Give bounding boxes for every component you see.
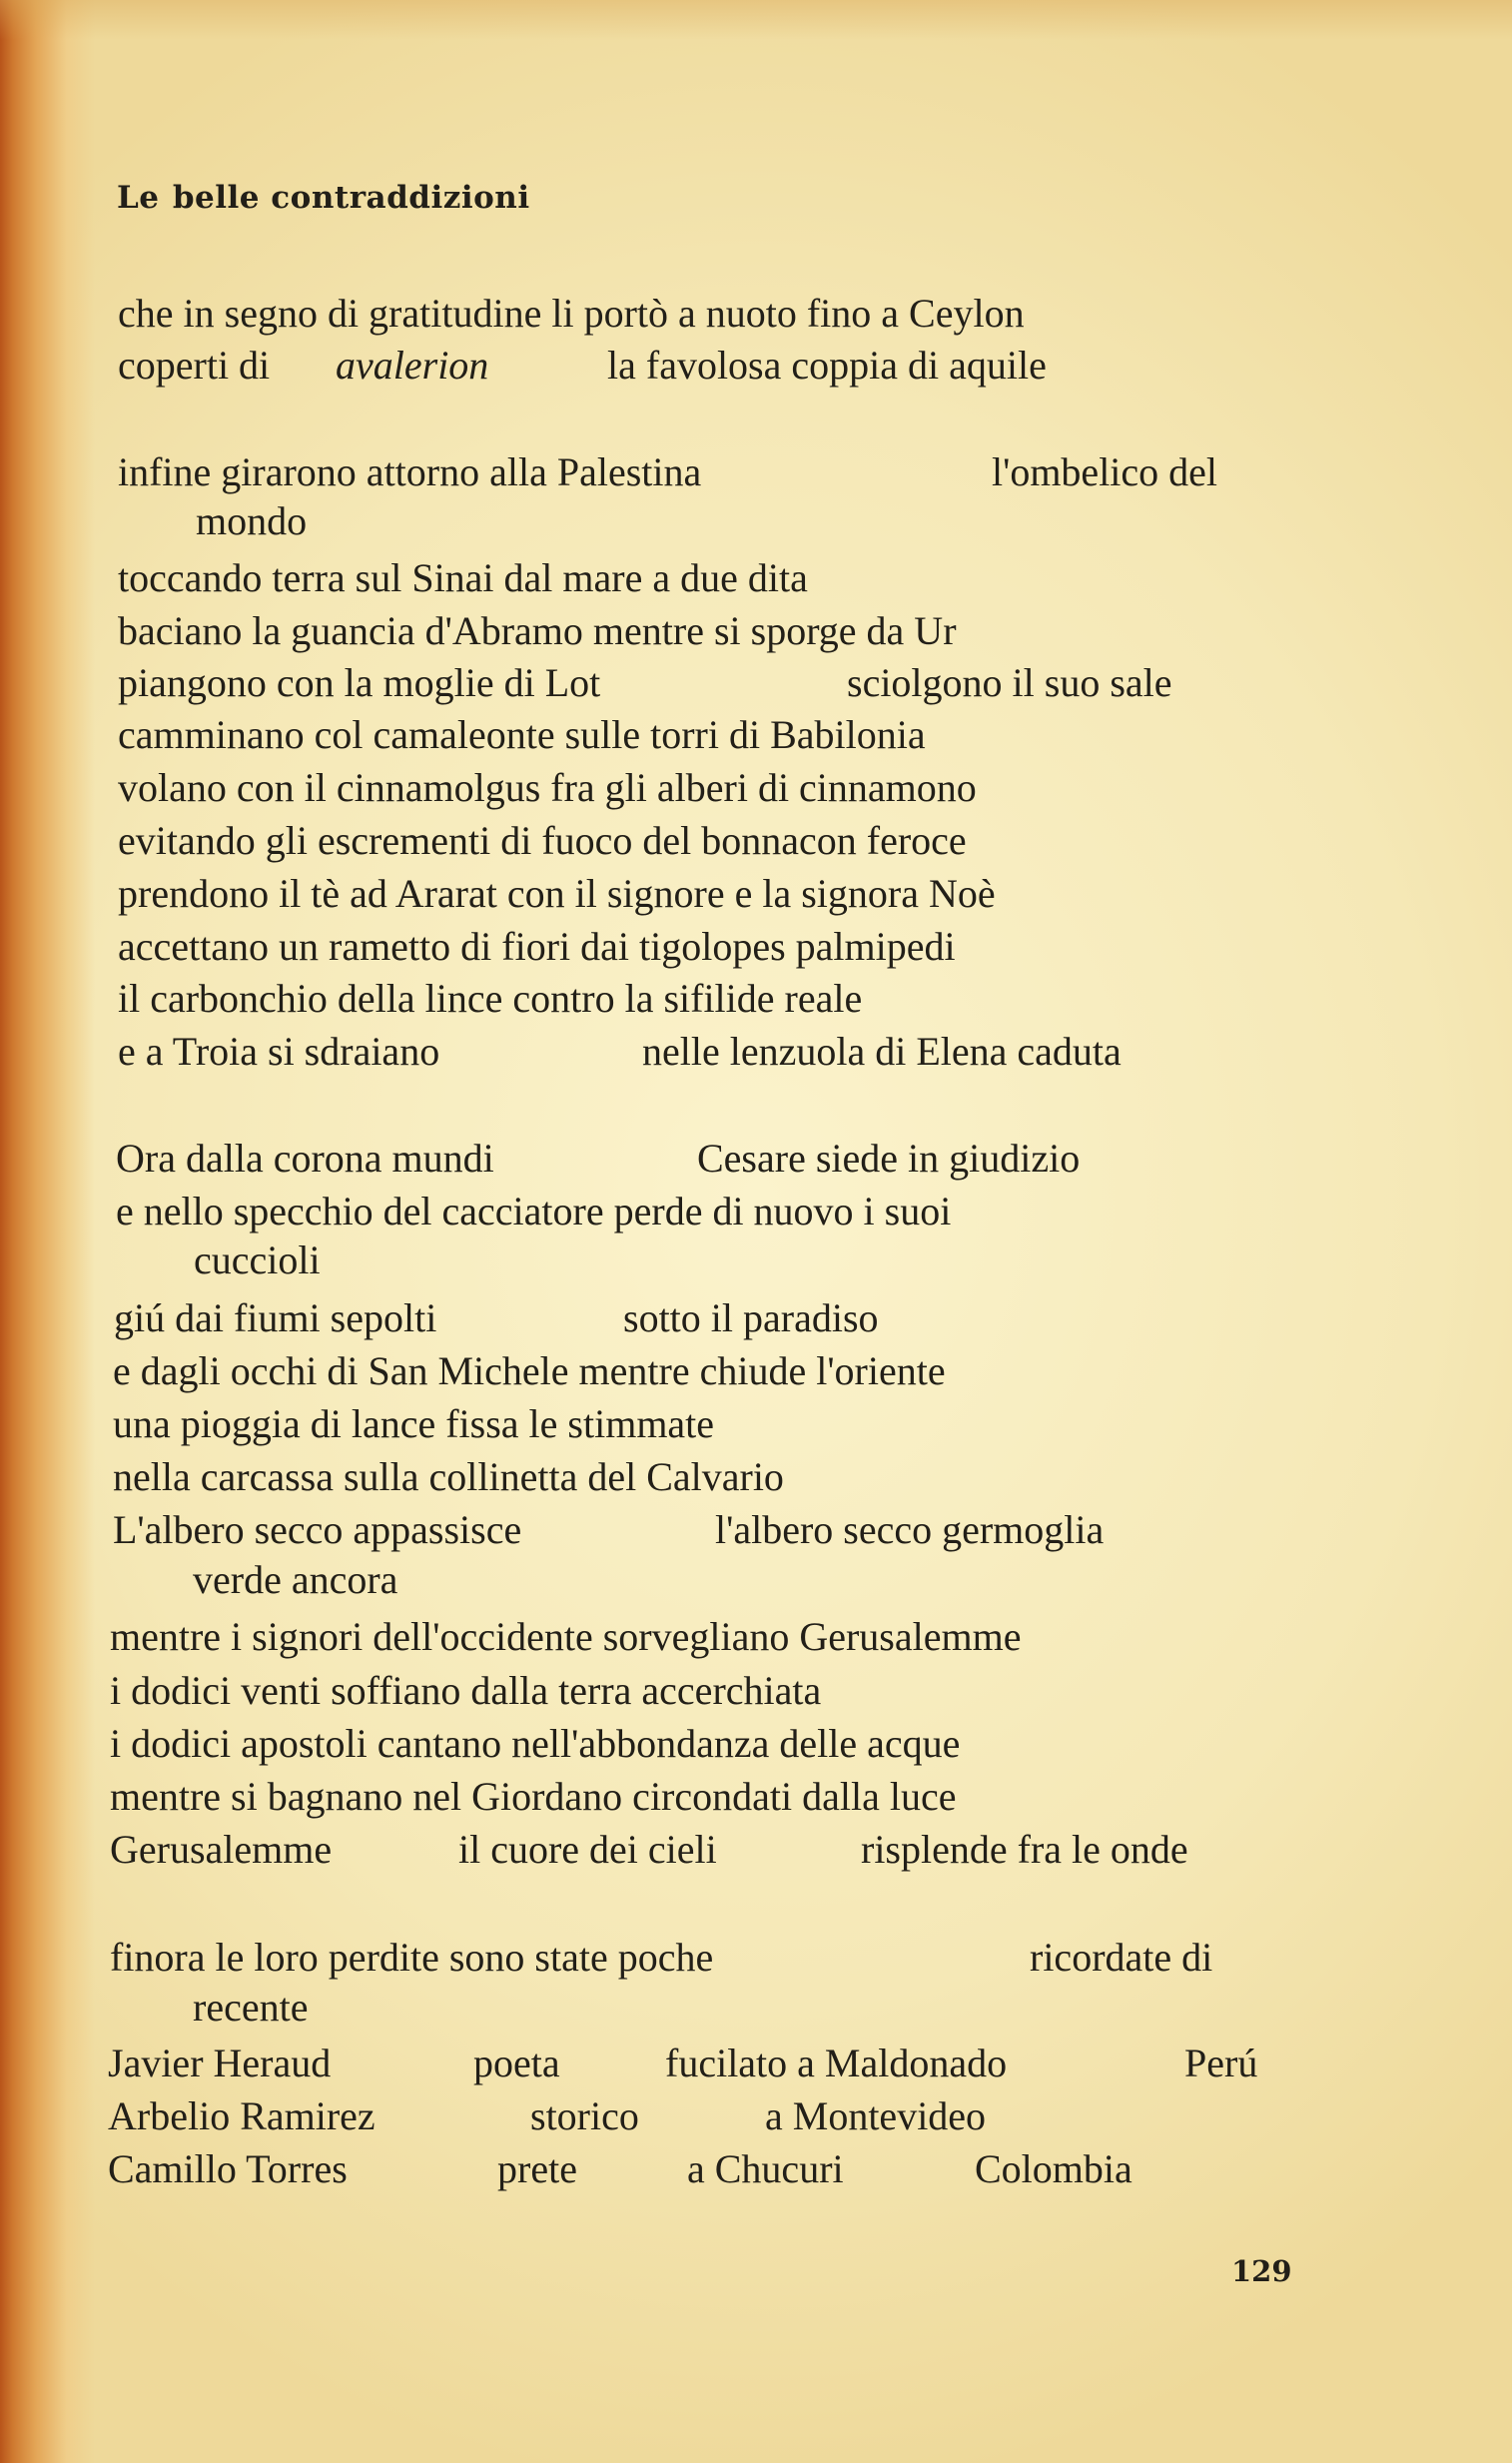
poem-text-segment [336, 342, 488, 389]
poem-text-segment: la favolosa coppia di aquile [607, 343, 1047, 388]
poem-text-segment: il cuore dei cieli [458, 1827, 717, 1872]
poem-text-segment: nella carcassa sulla collinetta del Calvario [113, 1454, 784, 1499]
poem-line [0, 2145, 1512, 2191]
italic-word: avalerion [336, 343, 489, 388]
poem-line [0, 1826, 1512, 1872]
poem-text-segment: e nello specchio del cacciatore perde di nuovo i suoi [116, 1189, 952, 1233]
poem-text-segment: mentre si bagnano nel Giordano circondati dalla luce [110, 1774, 957, 1819]
poem-text-segment: sciolgono il suo sale [847, 660, 1172, 705]
poem-text-segment: e a Troia si sdraiano [118, 1029, 440, 1074]
poem-text-segment: verde ancora [193, 1557, 398, 1602]
poem-line [0, 1028, 1512, 1074]
poem-line [0, 1506, 1512, 1552]
poem-text-segment: camminano col camaleonte sulle torri di Babilonia [118, 712, 926, 757]
poem-line [0, 2040, 1512, 2085]
poem-text-segment: poeta [473, 2041, 560, 2085]
poem-line [0, 870, 1512, 916]
poem-text-segment: fucilato a Maldonado [665, 2041, 1008, 2085]
poem-line [0, 607, 1512, 653]
poem-line [0, 1347, 1512, 1393]
poem-line [0, 1613, 1512, 1659]
poem-text-segment: ricordate di [1030, 1935, 1213, 1980]
poem-text-segment: toccando terra sul Sinai dal mare a due dita [118, 555, 808, 600]
running-header-first-word: Le [117, 180, 160, 216]
poem-line [0, 448, 1512, 494]
poem-text-segment: Perú [1184, 2041, 1258, 2085]
poem-line [0, 817, 1512, 863]
poem-line [0, 1188, 1512, 1233]
poem-text-segment: cuccioli [194, 1237, 321, 1282]
poem-text-segment: risplende fra le onde [861, 1827, 1188, 1872]
poem-line [0, 1294, 1512, 1340]
poem-text-segment: Cesare siede in giudizio [697, 1136, 1081, 1181]
poem-text-segment: Ora dalla corona mundi [116, 1136, 494, 1181]
poem-text-segment: l'ombelico del [992, 449, 1218, 494]
poem-text-segment: l'albero secco germoglia [715, 1507, 1105, 1552]
poem-text-segment: Gerusalemme [110, 1827, 333, 1872]
poem-line [0, 659, 1512, 705]
poem-line [0, 711, 1512, 757]
poem-text-segment: mentre i signori dell'occidente sorvegliano Gerusalemme [110, 1614, 1022, 1659]
poem-line-continuation [0, 1556, 1512, 1602]
poem-text-segment: giú dai fiumi sepolti [114, 1295, 437, 1340]
poem-text-segment: piangono con la moglie di Lot [118, 660, 601, 705]
poem-line [0, 975, 1512, 1021]
poem-text-segment: che in segno di gratitudine li portò a nuoto fino a Ceylon [118, 291, 1025, 336]
poem-line [0, 1135, 1512, 1181]
poem-text-segment: recente [193, 1985, 309, 2030]
poem-text-segment: evitando gli escrementi di fuoco del bonnacon feroce [118, 818, 967, 863]
poem-text-segment: Camillo Torres [108, 2146, 348, 2191]
poem-line [0, 1720, 1512, 1766]
poem-line [0, 342, 1512, 388]
poem-text-segment: sotto il paradiso [623, 1295, 879, 1340]
poem-line [0, 1400, 1512, 1446]
running-header-rest: belle contraddizioni [172, 180, 530, 216]
poem-text-segment: Arbelio Ramirez [108, 2093, 376, 2138]
poem-text-segment: nelle lenzuola di Elena caduta [642, 1029, 1122, 1074]
poem-line [0, 290, 1512, 336]
poem-text-segment: mondo [196, 498, 308, 543]
poem-text-segment: L'albero secco appassisce [113, 1507, 522, 1552]
poem-text-segment: volano con il cinnamolgus fra gli alberi di cinnamono [118, 765, 977, 810]
poem-line-continuation [0, 497, 1512, 543]
poem-text-segment: Colombia [975, 2146, 1133, 2191]
poem-text-segment: baciano la guancia d'Abramo mentre si sporge da Ur [118, 608, 957, 653]
poem-text-segment: i dodici venti soffiano dalla terra accerchiata [110, 1668, 822, 1713]
poem-line [0, 923, 1512, 969]
poem-line [0, 1934, 1512, 1980]
poem-text-segment: storico [530, 2093, 639, 2138]
page-top-edge [0, 0, 1512, 40]
poem-text-segment: e dagli occhi di San Michele mentre chiude l'oriente [113, 1348, 946, 1393]
poem-text-segment: i dodici apostoli cantano nell'abbondanza delle acque [110, 1721, 961, 1766]
poem-text-segment: infine girarono attorno alla Palestina [118, 449, 702, 494]
poem-line [0, 554, 1512, 600]
poem-line [0, 1773, 1512, 1819]
page-number: 129 [1231, 2254, 1292, 2288]
poem-text-segment: a Chucuri [687, 2146, 844, 2191]
poem-text-segment: finora le loro perdite sono state poche [110, 1935, 714, 1980]
poem-text-segment: una pioggia di lance fissa le stimmate [113, 1401, 715, 1446]
poem-text-segment: prendono il tè ad Ararat con il signore e la signora Noè [118, 871, 996, 916]
poem-line-continuation [0, 1984, 1512, 2030]
poem-line-continuation [0, 1236, 1512, 1282]
poem-text-segment: coperti di [118, 343, 271, 388]
poem-text-segment: prete [497, 2146, 577, 2191]
poem-text-segment: accettano un rametto di fiori dai tigolopes palmipedi [118, 924, 956, 969]
poem-text-segment: a Montevideo [765, 2093, 987, 2138]
poem-line [0, 764, 1512, 810]
poem-text-segment: il carbonchio della lince contro la sifilide reale [118, 976, 863, 1021]
poem-text-segment: Javier Heraud [108, 2041, 332, 2085]
running-header [117, 180, 530, 216]
poem-line [0, 1453, 1512, 1499]
poem-line [0, 2092, 1512, 2138]
poem-line [0, 1667, 1512, 1713]
